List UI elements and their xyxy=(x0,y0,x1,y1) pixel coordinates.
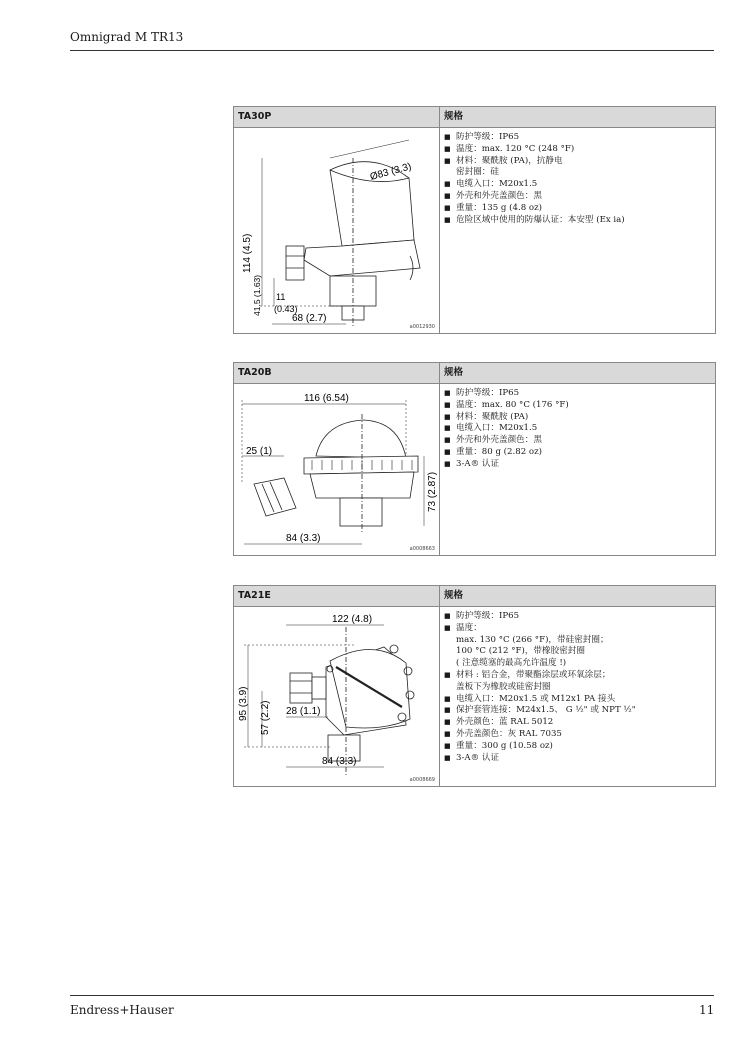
list-item: ■ 外壳和外壳盖颜色：黑 xyxy=(444,190,542,201)
document-header-title: Omnigrad M TR13 xyxy=(70,30,184,44)
list-item: ■ 防护等级：IP65 xyxy=(444,611,520,621)
spec-list xyxy=(444,611,715,764)
dim-width-bottom: 84 (3.3) xyxy=(286,533,321,544)
list-item: ■ 外壳和外壳盖颜色：黑 xyxy=(444,435,542,446)
spec-table-ta30p xyxy=(233,106,716,334)
spec-list xyxy=(444,132,715,226)
dim-height: 114 (4.5) xyxy=(242,233,253,273)
figure-code: a0012930 xyxy=(409,324,435,330)
list-item: ■ 材料 : 铝合金，带聚酯涂层或环氧涂层； 盖板下为橡胶或硅密封圈 xyxy=(444,669,611,692)
dim-offset-b: (0.43) xyxy=(274,304,298,314)
dim-mid: 57 (2.2) xyxy=(260,700,271,735)
spec-header-label: 规格 xyxy=(444,367,464,378)
dim-width-top: 122 (4.8) xyxy=(332,614,373,625)
spec-table-ta20b xyxy=(233,362,716,556)
list-item: ■ 材料：聚酰胺 (PA) xyxy=(444,411,529,422)
dim-width-bottom: 84 (3.3) xyxy=(322,756,357,767)
list-item: ■ 防护等级：IP65 xyxy=(444,388,520,398)
page-number: 11 xyxy=(699,1003,715,1017)
dimension-drawing-ta21e xyxy=(234,607,440,786)
list-item: ■ 材料：聚酰胺 (PA)，抗静电 密封圈：硅 xyxy=(444,155,563,178)
list-item: ■ 电缆入口：M20x1.5 或 M12x1 PA 接头 xyxy=(444,693,616,704)
list-item: ■ 电缆入口：M20x1.5 xyxy=(444,179,538,190)
list-item: ■ 外壳颜色：蓝 RAL 5012 xyxy=(444,717,554,728)
dim-height: 95 (3.9) xyxy=(238,686,249,721)
list-item: ■ 保护套管连接：M24x1.5、 G ½" 或 NPT ½" xyxy=(444,705,636,716)
list-item: ■ 电缆入口：M20x1.5 xyxy=(444,423,538,434)
list-item: ■ 温度： max. 130 °C (266 °F)，带硅密封圈； 100 °C (212 °F)，带橡胶密封圈 ( 注意缆塞的最高允许温度 !) xyxy=(444,622,609,669)
spec-header-label: 规格 xyxy=(444,590,464,601)
footer-brand: Endress+Hauser xyxy=(70,1003,174,1017)
list-item: ■ 重量：135 g (4.8 oz) xyxy=(444,202,542,213)
dim-width: 68 (2.7) xyxy=(292,313,327,324)
model-name: TA20B xyxy=(234,363,440,383)
footer-divider xyxy=(70,995,714,996)
list-item: ■ 3-A® 认证 xyxy=(444,458,500,469)
spec-list xyxy=(444,388,715,471)
dim-lower: 41.5 (1.63) xyxy=(252,274,262,316)
list-item: ■ 重量：80 g (2.82 oz) xyxy=(444,446,542,457)
table-header-row xyxy=(234,586,715,607)
list-item: ■ 重量：300 g (10.58 oz) xyxy=(444,740,553,751)
dimension-drawing-ta20b xyxy=(234,384,440,555)
dim-left: 25 (1) xyxy=(246,446,273,457)
list-item: ■ 外壳盖颜色：灰 RAL 7035 xyxy=(444,728,562,739)
dimension-drawing-ta30p xyxy=(234,128,440,333)
list-item: ■ 防护等级：IP65 xyxy=(444,132,520,142)
dim-offset-a: 11 xyxy=(276,292,286,302)
model-name: TA21E xyxy=(234,586,440,606)
header-divider xyxy=(70,50,714,51)
spec-table-ta21e xyxy=(233,585,716,787)
list-item: ■ 温度：max. 80 °C (176 °F) xyxy=(444,399,569,410)
dim-height: 73 (2.87) xyxy=(427,471,438,512)
dim-left: 28 (1.1) xyxy=(286,706,321,717)
dim-diameter: Ø83 (3.3) xyxy=(368,161,413,183)
list-item: ■ 危险区域中使用的防爆认证：本安型 (Ex ia) xyxy=(444,214,625,225)
table-header-row xyxy=(234,363,715,384)
list-item: ■ 3-A® 认证 xyxy=(444,752,500,763)
dim-width-top: 116 (6.54) xyxy=(304,393,349,404)
figure-code: a0008663 xyxy=(409,546,435,552)
list-item: ■ 温度：max. 120 °C (248 °F) xyxy=(444,143,575,154)
model-name: TA30P xyxy=(234,107,440,127)
spec-header-label: 规格 xyxy=(444,111,464,122)
figure-code: a0008669 xyxy=(409,777,435,783)
table-header-row xyxy=(234,107,715,128)
